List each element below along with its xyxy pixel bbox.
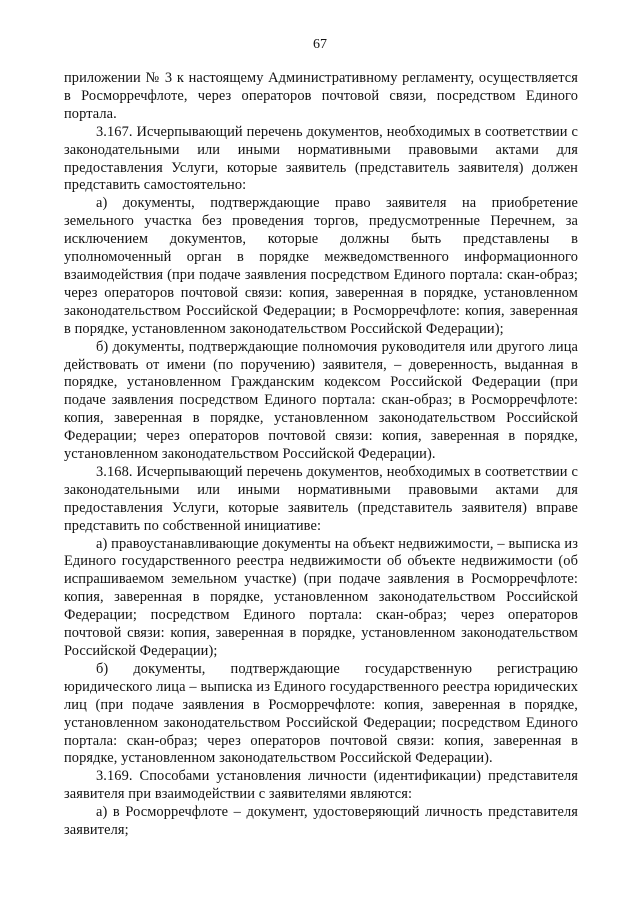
paragraph-3-167-a: а) документы, подтверждающие право заявителя на приобретение земельного участка без проведения торгов, предусмотренные Перечнем, за исключением документов, которые должны быть представлены в уполномоченный орган в порядке межведомственного информационного взаимодействия (при подаче заявления посредством Единого портала: скан-образ; через операторов почтовой связи: копия, заверенная в порядке, установленном законодательством Российской Федерации; в Росморречфлоте: копия, заверенная в порядке, установленном законодательством Российской Федерации); — [64, 195, 578, 337]
paragraph-3-169-a: а) в Росморречфлоте – документ, удостоверяющий личность представителя заявителя; — [64, 804, 578, 839]
paragraph-3-167-b: б) документы, подтверждающие полномочия руководителя или другого лица действовать от имени (по поручению) заявителя, – доверенность, выданная в порядке, установленном Гражданским кодексом Российской Федерации (при подаче заявления посредством Единого портала: скан-образ; в Росморречфлоте: копия, заверенная в порядке, установленном законодательством Российской Федерации; через операторов почтовой связи: копия, заверенная в порядке, установленном законодательством Российской Федерации). — [64, 338, 578, 463]
paragraph-3-167: 3.167. Исчерпывающий перечень документов, необходимых в соответствии с законодательными или иными нормативными правовыми актами для предоставления Услуги, которые заявитель (представитель заявителя) должен представить самостоятельно: — [64, 123, 578, 194]
paragraph-3-169: 3.169. Способами установления личности (идентификации) представителя заявителя при взаимодействии с заявителями являются: — [64, 768, 578, 803]
paragraph-3-168-a: а) правоустанавливающие документы на объект недвижимости, – выписка из Единого государственного реестра недвижимости об объекте недвижимости (об испрашиваемом земельном участке) (при подаче заявления в Росморречфлоте: копия, заверенная в порядке, установленном законодательством Российской Федерации; посредством Единого портала: скан-образ; через операторов почтовой связи: копия, заверенная в порядке, установленном законодательством Российской Федерации); — [64, 535, 578, 659]
paragraph-3-168: 3.168. Исчерпывающий перечень документов, необходимых в соответствии с законодательными или иными нормативными правовыми актами для предоставления Услуги, которые заявитель (представитель заявителя) вправе представить по собственной инициативе: — [64, 463, 578, 534]
paragraph-continuation: приложении № 3 к настоящему Административному регламенту, осуществляется в Росморречфлоте, через операторов почтовой связи, посредством Единого портала. — [64, 70, 578, 122]
page-number: 67 — [313, 37, 327, 52]
paragraph-3-168-b: б) документы, подтверждающие государственную регистрацию юридического лица – выписка из Единого государственного реестра юридических лиц (при подаче заявления в Росморречфлоте: копия, заверенная в порядке, установленном законодательством Российской Федерации; посредством Единого портала: скан-образ; через операторов почтовой связи: копия, заверенная в порядке, установленном законодательством Российской Федерации). — [64, 660, 578, 767]
document-body — [64, 70, 578, 840]
